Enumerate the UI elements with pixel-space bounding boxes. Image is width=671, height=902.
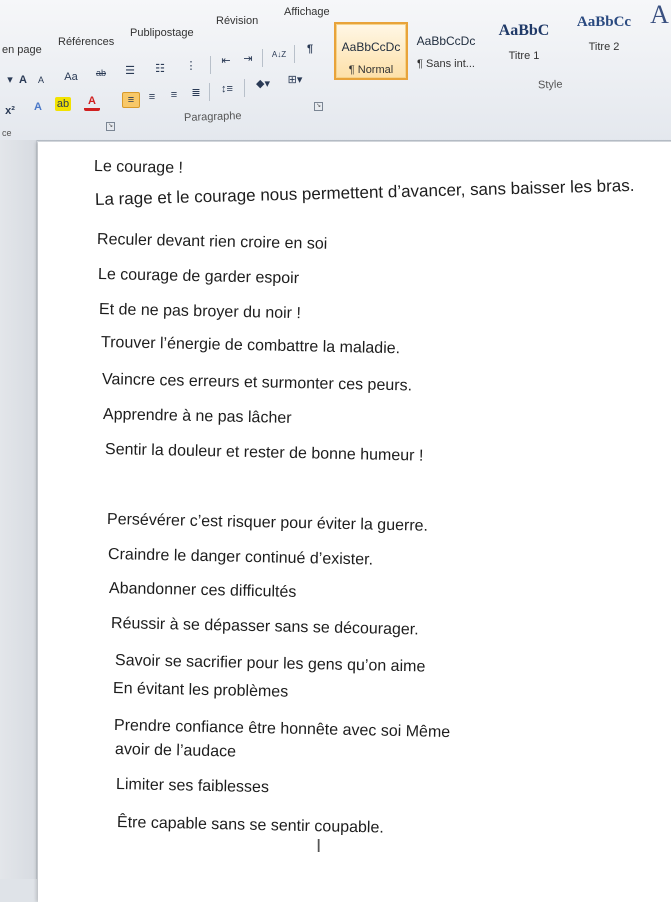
poem-line[interactable]: En évitant les problèmes — [112, 680, 289, 701]
change-case-icon[interactable]: Aa — [64, 71, 78, 83]
poem-line[interactable]: Trouver l’énergie de combattre la maladie. — [100, 334, 401, 358]
clear-formatting-icon[interactable]: ab — [95, 68, 106, 78]
sort-icon[interactable]: A↓Z — [271, 50, 287, 59]
police-launcher-icon[interactable]: ↘ — [107, 123, 114, 129]
poem-line[interactable]: Abandonner ces difficultés — [108, 580, 297, 601]
poem-line[interactable]: Apprendre à ne pas lâcher — [102, 406, 292, 427]
bullets-icon[interactable]: ☰ — [125, 65, 135, 77]
style-name: ¶ Normal — [348, 64, 394, 76]
style-sample: AaBbCcDc — [341, 40, 401, 54]
group-label-style: Style — [537, 78, 563, 92]
poem-line[interactable]: Et de ne pas broyer du noir ! — [98, 301, 302, 323]
justify-icon[interactable]: ≣ — [191, 87, 201, 99]
font-size-dropdown-icon[interactable]: ▾ — [7, 74, 13, 86]
group-label-police: ce — [2, 128, 12, 138]
tab-revision[interactable]: Révision — [216, 15, 259, 27]
poem-line[interactable]: avoir de l’audace — [114, 741, 237, 761]
pilcrow-icon[interactable]: ¶ — [306, 43, 314, 55]
style-titre-1[interactable] — [488, 16, 560, 70]
separator — [262, 49, 263, 67]
decrease-indent-icon[interactable]: ⇤ — [221, 55, 231, 67]
poem-line[interactable]: Réussir à se dépasser sans se décourager. — [110, 615, 419, 639]
style-name: Titre 1 — [508, 50, 540, 62]
style-sample: A — [650, 0, 669, 29]
poem-line[interactable]: La rage et le courage nous permettent d’avancer, sans baisser les bras. — [94, 175, 635, 209]
poem-title[interactable]: Le courage ! — [93, 158, 184, 177]
style-sample: AaBbCc — [576, 14, 632, 30]
numbering-icon[interactable]: ☷ — [155, 63, 165, 75]
ribbon — [0, 0, 671, 141]
line-spacing-icon[interactable]: ↕≡ — [221, 83, 233, 95]
style-sample: AaBbC — [498, 22, 550, 39]
poem-line[interactable]: Limiter ses faiblesses — [115, 776, 270, 797]
poem-line[interactable]: Le courage de garder espoir — [97, 266, 300, 288]
borders-icon[interactable]: ⊞▾ — [287, 74, 303, 86]
highlight-icon[interactable]: ab — [56, 98, 70, 110]
poem-line[interactable]: Prendre confiance être honnête avec soi Même — [113, 717, 451, 742]
poem-line[interactable]: Sentir la douleur et rester de bonne humeur ! — [104, 441, 424, 465]
separator — [209, 83, 210, 101]
separator — [210, 56, 211, 74]
multilevel-list-icon[interactable]: ⋮ — [185, 60, 197, 72]
tab-publipostage[interactable]: Publipostage — [130, 27, 194, 39]
paragraphe-launcher-icon[interactable]: ↘ — [315, 103, 322, 109]
separator — [294, 45, 295, 63]
align-right-icon[interactable]: ≡ — [170, 89, 178, 101]
superscript-icon[interactable]: x² — [5, 105, 15, 117]
tab-mise-en-page[interactable]: en page — [2, 44, 42, 56]
tab-references[interactable]: Références — [58, 36, 115, 48]
text-cursor-icon: I — [316, 836, 322, 857]
style-sample: AaBbCcDc — [416, 34, 476, 48]
poem-line[interactable]: Craindre le danger continué d’exister. — [107, 546, 374, 569]
style-titre-2[interactable] — [566, 10, 642, 64]
style-normal[interactable] — [334, 22, 408, 80]
align-center-icon[interactable]: ≡ — [148, 91, 156, 103]
shrink-font-icon[interactable]: A — [37, 75, 44, 85]
increase-indent-icon[interactable]: ⇥ — [243, 53, 253, 65]
poem-line[interactable]: Vaincre ces erreurs et surmonter ces peurs. — [101, 371, 413, 395]
poem-line[interactable]: Reculer devant rien croire en soi — [96, 231, 328, 253]
separator — [244, 79, 245, 97]
style-titre[interactable] — [648, 0, 671, 54]
text-effects-icon[interactable]: A — [34, 101, 42, 113]
font-color-icon[interactable]: A — [84, 94, 100, 111]
align-left-icon[interactable]: ≡ — [122, 92, 140, 108]
group-label-paragraphe: Paragraphe — [183, 110, 242, 124]
poem-line[interactable]: Être capable sans se sentir coupable. — [116, 814, 384, 837]
tab-affichage[interactable]: Affichage — [284, 6, 330, 18]
style-sans-interligne[interactable] — [410, 20, 482, 74]
poem-line[interactable]: Persévérer c’est risquer pour éviter la guerre. — [106, 511, 429, 535]
shading-icon[interactable]: ◆▾ — [256, 78, 270, 90]
style-name: Titre 2 — [588, 41, 620, 53]
style-name: ¶ Sans int... — [417, 58, 475, 70]
navigation-side-panel — [0, 140, 37, 879]
poem-line[interactable]: Savoir se sacrifier pour les gens qu’on aime — [114, 652, 426, 676]
grow-font-icon[interactable]: A — [19, 74, 27, 86]
